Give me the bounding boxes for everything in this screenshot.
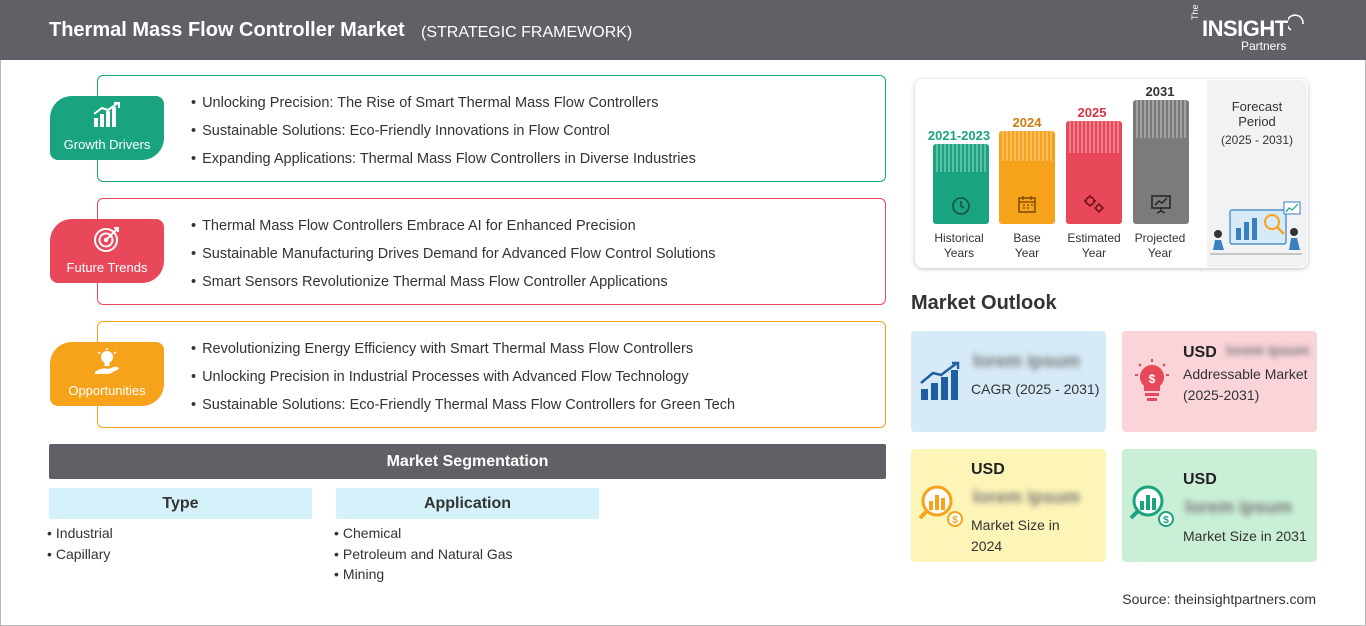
- calendar-icon: [1015, 193, 1039, 217]
- list-item: • Unlocking Precision: The Rise of Smart Thermal Mass Flow Controllers: [191, 95, 696, 123]
- list-item: • Petroleum and Natural Gas: [334, 546, 513, 567]
- segment-type-list: [47, 525, 113, 566]
- presentation-icon: [1149, 192, 1173, 216]
- segment-type-heading: Type: [49, 488, 312, 519]
- cagr-label: CAGR (2025 - 2031): [971, 381, 1100, 397]
- list-item: • Smart Sensors Revolutionize Thermal Mass Flow Controller Applications: [191, 274, 715, 302]
- addressable-label: Addressable Market (2025-2031): [1183, 366, 1308, 403]
- list-item: • Unlocking Precision in Industrial Processes with Advanced Flow Technology: [191, 369, 735, 397]
- insight-partners-logo: The INSIGHT Partners: [1190, 10, 1310, 54]
- timeline-bar-base: [999, 131, 1055, 224]
- market-segmentation-bar: Market Segmentation: [49, 444, 886, 479]
- growth-drivers-badge: [50, 96, 164, 160]
- segment-application-heading: Application: [336, 488, 599, 519]
- future-trends-box: [97, 198, 886, 305]
- growth-drivers-label: Growth Drivers: [63, 137, 151, 152]
- list-item: • Sustainable Solutions: Eco-Friendly Innovations in Flow Control: [191, 123, 696, 151]
- bar-chart-growth-icon: [92, 102, 122, 128]
- timeline-bar-projected: [1133, 100, 1189, 224]
- source-credit: Source: theinsightpartners.com: [1122, 591, 1316, 607]
- logo-arc-icon: [1288, 10, 1308, 32]
- market-size-2024-usd: USD: [971, 461, 1005, 478]
- opportunities-label: Opportunities: [68, 383, 146, 398]
- market-size-2024-label: Market Size in 2024: [971, 517, 1060, 554]
- svg-text:$: $: [1148, 372, 1156, 386]
- growth-drivers-box: [97, 75, 886, 182]
- cagr-card: [911, 331, 1106, 432]
- svg-text:$: $: [952, 515, 958, 526]
- growth-chart-icon: [919, 361, 963, 401]
- forecast-period: (2025 - 2031): [1220, 133, 1294, 147]
- list-item: • Thermal Mass Flow Controllers Embrace AI for Enhanced Precision: [191, 218, 715, 246]
- timeline-bar-historical: [933, 144, 989, 224]
- list-item: • Sustainable Solutions: Eco-Friendly Thermal Mass Flow Controllers for Green Tech: [191, 397, 735, 425]
- analytics-people-icon: [1210, 200, 1302, 256]
- future-trends-badge: [50, 219, 164, 283]
- list-item: • Industrial: [47, 525, 113, 546]
- market-size-2024-card: [911, 449, 1106, 562]
- list-item: • Expanding Applications: Thermal Mass Flow Controllers in Diverse Industries: [191, 151, 696, 179]
- timeline-year-historical: 2021-2023: [927, 128, 991, 143]
- timeline-year-projected: 2031: [1145, 84, 1175, 99]
- forecast-label: Forecast: [1231, 99, 1283, 114]
- addressable-market-card: [1122, 331, 1317, 432]
- list-item: • Chemical: [334, 525, 513, 546]
- target-icon: [92, 225, 122, 253]
- history-icon: [949, 194, 973, 218]
- addressable-value: lorem ipsum: [1226, 342, 1310, 358]
- page-title: Thermal Mass Flow Controller Market: [49, 19, 405, 41]
- list-item: • Capillary: [47, 546, 113, 567]
- cagr-value: lorem ipsum: [973, 351, 1081, 371]
- forecast-label: Period: [1238, 114, 1276, 129]
- page-subtitle: (STRATEGIC FRAMEWORK): [421, 24, 633, 41]
- timeline-label-projected: Projected Year: [1134, 231, 1186, 260]
- growth-drivers-list: [191, 95, 696, 179]
- opportunities-badge: [50, 342, 164, 406]
- market-size-2031-label: Market Size in 2031: [1183, 528, 1307, 544]
- timeline-label-estimated: Estimated Year: [1067, 231, 1121, 260]
- opportunities-list: [191, 341, 735, 425]
- market-outlook-title: Market Outlook: [911, 292, 1057, 314]
- timeline-label-base: Base Year: [1013, 231, 1041, 260]
- timeline-label-historical: Historical Years: [934, 231, 984, 260]
- gears-icon: [1082, 193, 1108, 217]
- list-item: • Mining: [334, 566, 513, 587]
- header-bar: [0, 0, 1366, 60]
- list-item: • Revolutionizing Energy Efficiency with Smart Thermal Mass Flow Controllers: [191, 341, 735, 369]
- list-item: • Sustainable Manufacturing Drives Demand for Advanced Flow Control Solutions: [191, 246, 715, 274]
- market-size-2024-value: lorem ipsum: [973, 487, 1081, 507]
- addressable-usd: USD: [1183, 344, 1217, 361]
- dollar-bulb-icon: [1130, 359, 1174, 405]
- future-trends-label: Future Trends: [66, 260, 148, 275]
- timeline-year-estimated: 2025: [1077, 105, 1107, 120]
- magnifier-coins-icon: [1128, 481, 1178, 531]
- market-size-2031-card: [1122, 449, 1317, 562]
- market-size-2031-value: lorem ipsum: [1185, 497, 1293, 517]
- opportunities-box: [97, 321, 886, 428]
- magnifier-coins-icon: [917, 481, 967, 531]
- timeline-bar-estimated: [1066, 121, 1122, 224]
- future-trends-list: [191, 218, 715, 302]
- svg-text:$: $: [1163, 515, 1169, 526]
- segment-application-list: [334, 525, 513, 587]
- market-size-2031-usd: USD: [1183, 471, 1217, 488]
- lightbulb-hand-icon: [92, 348, 122, 376]
- timeline-year-base: 2024: [1012, 115, 1042, 130]
